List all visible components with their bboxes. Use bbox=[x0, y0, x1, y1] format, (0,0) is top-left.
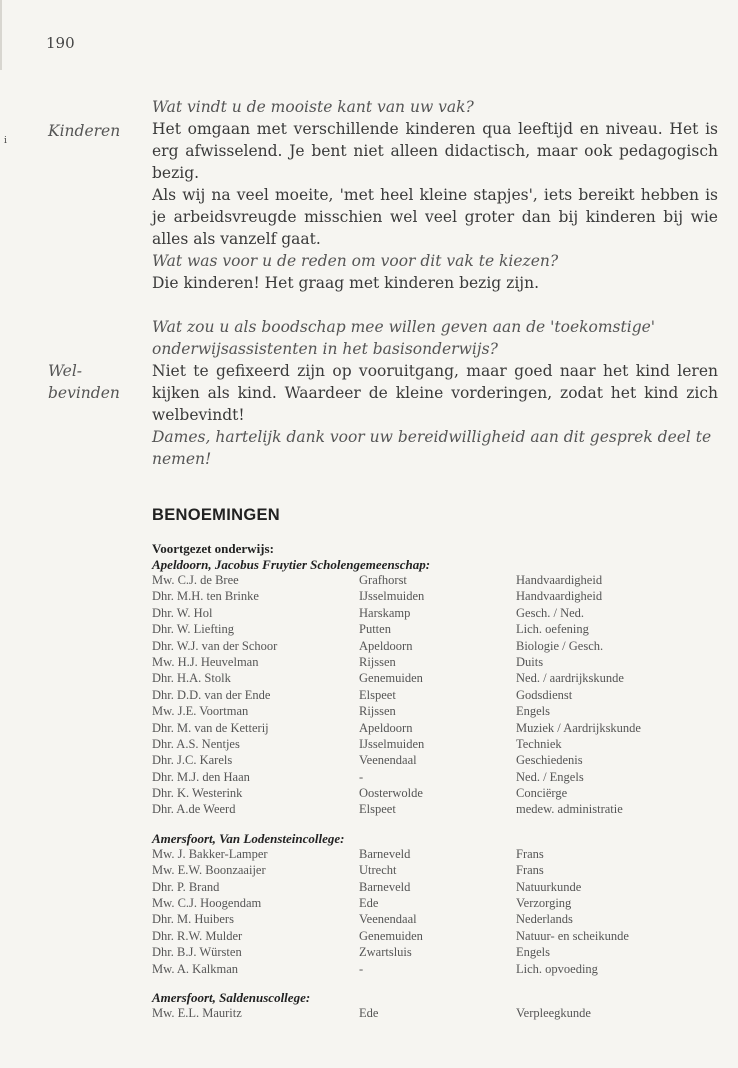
page-edge-shadow bbox=[0, 0, 2, 70]
person-name: Dhr. P. Brand bbox=[152, 879, 220, 894]
person-name: Dhr. B.J. Würsten bbox=[152, 945, 242, 960]
appointment-row bbox=[152, 639, 718, 655]
appointment-row bbox=[152, 606, 718, 622]
person-name: Dhr. R.W. Mulder bbox=[152, 928, 243, 943]
appointment-row bbox=[152, 912, 718, 928]
person-name: Dhr. J.C. Karels bbox=[152, 753, 233, 768]
residence: Genemuiden bbox=[359, 671, 423, 686]
subject: Geschiedenis bbox=[516, 753, 583, 768]
closing-thanks: Dames, hartelijk dank voor uw bereidwilligheid aan dit gesprek deel te nemen! bbox=[152, 428, 712, 468]
appointment-row bbox=[152, 573, 718, 589]
appointment-row bbox=[152, 847, 718, 863]
appointment-row bbox=[152, 945, 718, 961]
residence: Barneveld bbox=[359, 879, 411, 894]
residence: Veenendaal bbox=[359, 912, 417, 927]
residence: Rijssen bbox=[359, 654, 396, 669]
residence: Apeldoorn bbox=[359, 638, 413, 653]
appointment-row bbox=[152, 737, 718, 753]
subject: Natuurkunde bbox=[516, 879, 582, 894]
residence: IJsselmuiden bbox=[359, 589, 425, 604]
answer-2: Die kinderen! Het graag met kinderen bezig zijn. bbox=[152, 274, 539, 292]
section-gap bbox=[152, 978, 718, 990]
subject: Conciërge bbox=[516, 786, 568, 801]
subject: Lich. oefening bbox=[516, 622, 589, 637]
appointment-row bbox=[152, 671, 718, 687]
interview-closing bbox=[152, 426, 718, 470]
subject: Frans bbox=[516, 863, 544, 878]
subject: Handvaardigheid bbox=[516, 589, 603, 604]
appointment-row bbox=[152, 786, 718, 802]
person-name: Dhr. W. Liefting bbox=[152, 622, 234, 637]
appointment-row bbox=[152, 721, 718, 737]
subject: Duits bbox=[516, 654, 544, 669]
residence: Utrecht bbox=[359, 863, 397, 878]
person-name: Dhr. M.H. ten Brinke bbox=[152, 589, 259, 604]
person-name: Dhr. D.D. van der Ende bbox=[152, 687, 271, 702]
appointment-row bbox=[152, 655, 718, 671]
residence: Elspeet bbox=[359, 687, 396, 702]
residence: Harskamp bbox=[359, 605, 411, 620]
person-name: Dhr. H.A. Stolk bbox=[152, 671, 231, 686]
appointment-row bbox=[152, 802, 718, 818]
answer-1-paragraph-2: Als wij na veel moeite, 'met heel kleine stapjes', iets bereikt hebben is je arbeidsvreugde misschien wel veel groter dan bij kinderen bij wie alles als vanzelf gaat. bbox=[152, 186, 718, 248]
subject: Lich. opvoeding bbox=[516, 961, 598, 976]
residence: Barneveld bbox=[359, 846, 411, 861]
subject: Engels bbox=[516, 945, 551, 960]
appointments-heading: BENOEMINGEN bbox=[152, 506, 280, 524]
residence: Apeldoorn bbox=[359, 720, 413, 735]
appointment-row bbox=[152, 688, 718, 704]
residence: Putten bbox=[359, 622, 391, 637]
subject: Verzorging bbox=[516, 896, 572, 911]
question-2: Wat was voor u de reden om voor dit vak te kiezen? bbox=[152, 252, 559, 270]
appointments-list bbox=[152, 541, 718, 1022]
answer-1-paragraph-1: Het omgaan met verschillende kinderen qua leeftijd en niveau. Het is erg afwisselend. Je bent niet alleen didactisch, maar ook pedagogisch bezig. bbox=[152, 120, 718, 182]
subject: Frans bbox=[516, 846, 544, 861]
appointments-category: Voortgezet onderwijs: bbox=[152, 541, 274, 556]
interview-block-2 bbox=[152, 250, 718, 294]
residence: Zwartsluis bbox=[359, 945, 412, 960]
person-name: Mw. J.E. Voortman bbox=[152, 704, 249, 719]
person-name: Mw. J. Bakker-Lamper bbox=[152, 846, 268, 861]
person-name: Mw. E.L. Mauritz bbox=[152, 1005, 242, 1020]
school-title: Amersfoort, Saldenuscollege: bbox=[152, 989, 311, 1005]
residence: Ede bbox=[359, 1005, 379, 1020]
school-title: Amersfoort, Van Lodensteincollege: bbox=[152, 830, 345, 846]
subject: Nederlands bbox=[516, 912, 573, 927]
person-name: Dhr. M. Huibers bbox=[152, 912, 234, 927]
subject: Muziek / Aardrijkskunde bbox=[516, 720, 641, 735]
section-gap bbox=[152, 819, 718, 831]
appointment-row bbox=[152, 962, 718, 978]
interview-block-3 bbox=[152, 316, 718, 426]
margin-note-bevinden: bevinden bbox=[48, 384, 120, 402]
person-name: Dhr. A.S. Nentjes bbox=[152, 736, 240, 751]
subject: Gesch. / Ned. bbox=[516, 605, 585, 620]
subject: Handvaardigheid bbox=[516, 573, 603, 587]
residence: Genemuiden bbox=[359, 928, 423, 943]
appointment-row bbox=[152, 622, 718, 638]
appointment-row bbox=[152, 863, 718, 879]
person-name: Mw. C.J. de Bree bbox=[152, 573, 239, 587]
subject: Natuur- en scheikunde bbox=[516, 928, 629, 943]
appointment-sections bbox=[152, 557, 718, 1022]
residence: - bbox=[359, 961, 364, 976]
edge-mark: i bbox=[4, 136, 7, 146]
subject: Ned. / aardrijkskunde bbox=[516, 671, 624, 686]
school-title: Apeldoorn, Jacobus Fruytier Scholengemeenschap: bbox=[152, 557, 431, 572]
residence: Veenendaal bbox=[359, 753, 417, 768]
residence: Grafhorst bbox=[359, 573, 407, 587]
person-name: Mw. E.W. Boonzaaijer bbox=[152, 863, 266, 878]
person-name: Dhr. A.de Weerd bbox=[152, 802, 236, 817]
page-number: 190 bbox=[46, 34, 75, 52]
appointment-row bbox=[152, 896, 718, 912]
appointment-row bbox=[152, 1006, 718, 1022]
person-name: Dhr. K. Westerink bbox=[152, 786, 243, 801]
appointment-row bbox=[152, 929, 718, 945]
appointment-row bbox=[152, 704, 718, 720]
appointment-row bbox=[152, 753, 718, 769]
person-name: Mw. H.J. Heuvelman bbox=[152, 654, 259, 669]
question-1: Wat vindt u de mooiste kant van uw vak? bbox=[152, 98, 474, 116]
person-name: Mw. A. Kalkman bbox=[152, 961, 238, 976]
appointment-row bbox=[152, 880, 718, 896]
subject: Ned. / Engels bbox=[516, 769, 584, 784]
subject: medew. administratie bbox=[516, 802, 623, 817]
question-3: Wat zou u als boodschap mee willen geven aan de 'toekomstige' onderwijsassistenten in het basisonderwijs? bbox=[152, 318, 656, 358]
residence: - bbox=[359, 769, 364, 784]
subject: Verpleegkunde bbox=[516, 1005, 591, 1020]
interview-block-1 bbox=[152, 96, 718, 250]
subject: Engels bbox=[516, 704, 551, 719]
residence: IJsselmuiden bbox=[359, 736, 425, 751]
subject: Godsdienst bbox=[516, 687, 573, 702]
appointment-row bbox=[152, 770, 718, 786]
person-name: Mw. C.J. Hoogendam bbox=[152, 896, 262, 911]
person-name: Dhr. W.J. van der Schoor bbox=[152, 638, 278, 653]
margin-note-kinderen: Kinderen bbox=[48, 122, 121, 140]
person-name: Dhr. M.J. den Haan bbox=[152, 769, 250, 784]
residence: Oosterwolde bbox=[359, 786, 423, 801]
answer-3: Niet te gefixeerd zijn op vooruitgang, maar goed naar het kind leren kijken als kind. Waardeer de kleine vorderingen, zodat het kind zich welbevindt! bbox=[152, 362, 718, 424]
residence: Rijssen bbox=[359, 704, 396, 719]
residence: Ede bbox=[359, 896, 379, 911]
person-name: Dhr. M. van de Ketterij bbox=[152, 720, 269, 735]
residence: Elspeet bbox=[359, 802, 396, 817]
subject: Techniek bbox=[516, 736, 562, 751]
person-name: Dhr. W. Hol bbox=[152, 605, 213, 620]
answer-1 bbox=[152, 118, 718, 250]
margin-note-welbevinden bbox=[48, 360, 120, 404]
subject: Biologie / Gesch. bbox=[516, 638, 604, 653]
appointment-row bbox=[152, 589, 718, 605]
margin-note-wel: Wel- bbox=[48, 362, 83, 380]
